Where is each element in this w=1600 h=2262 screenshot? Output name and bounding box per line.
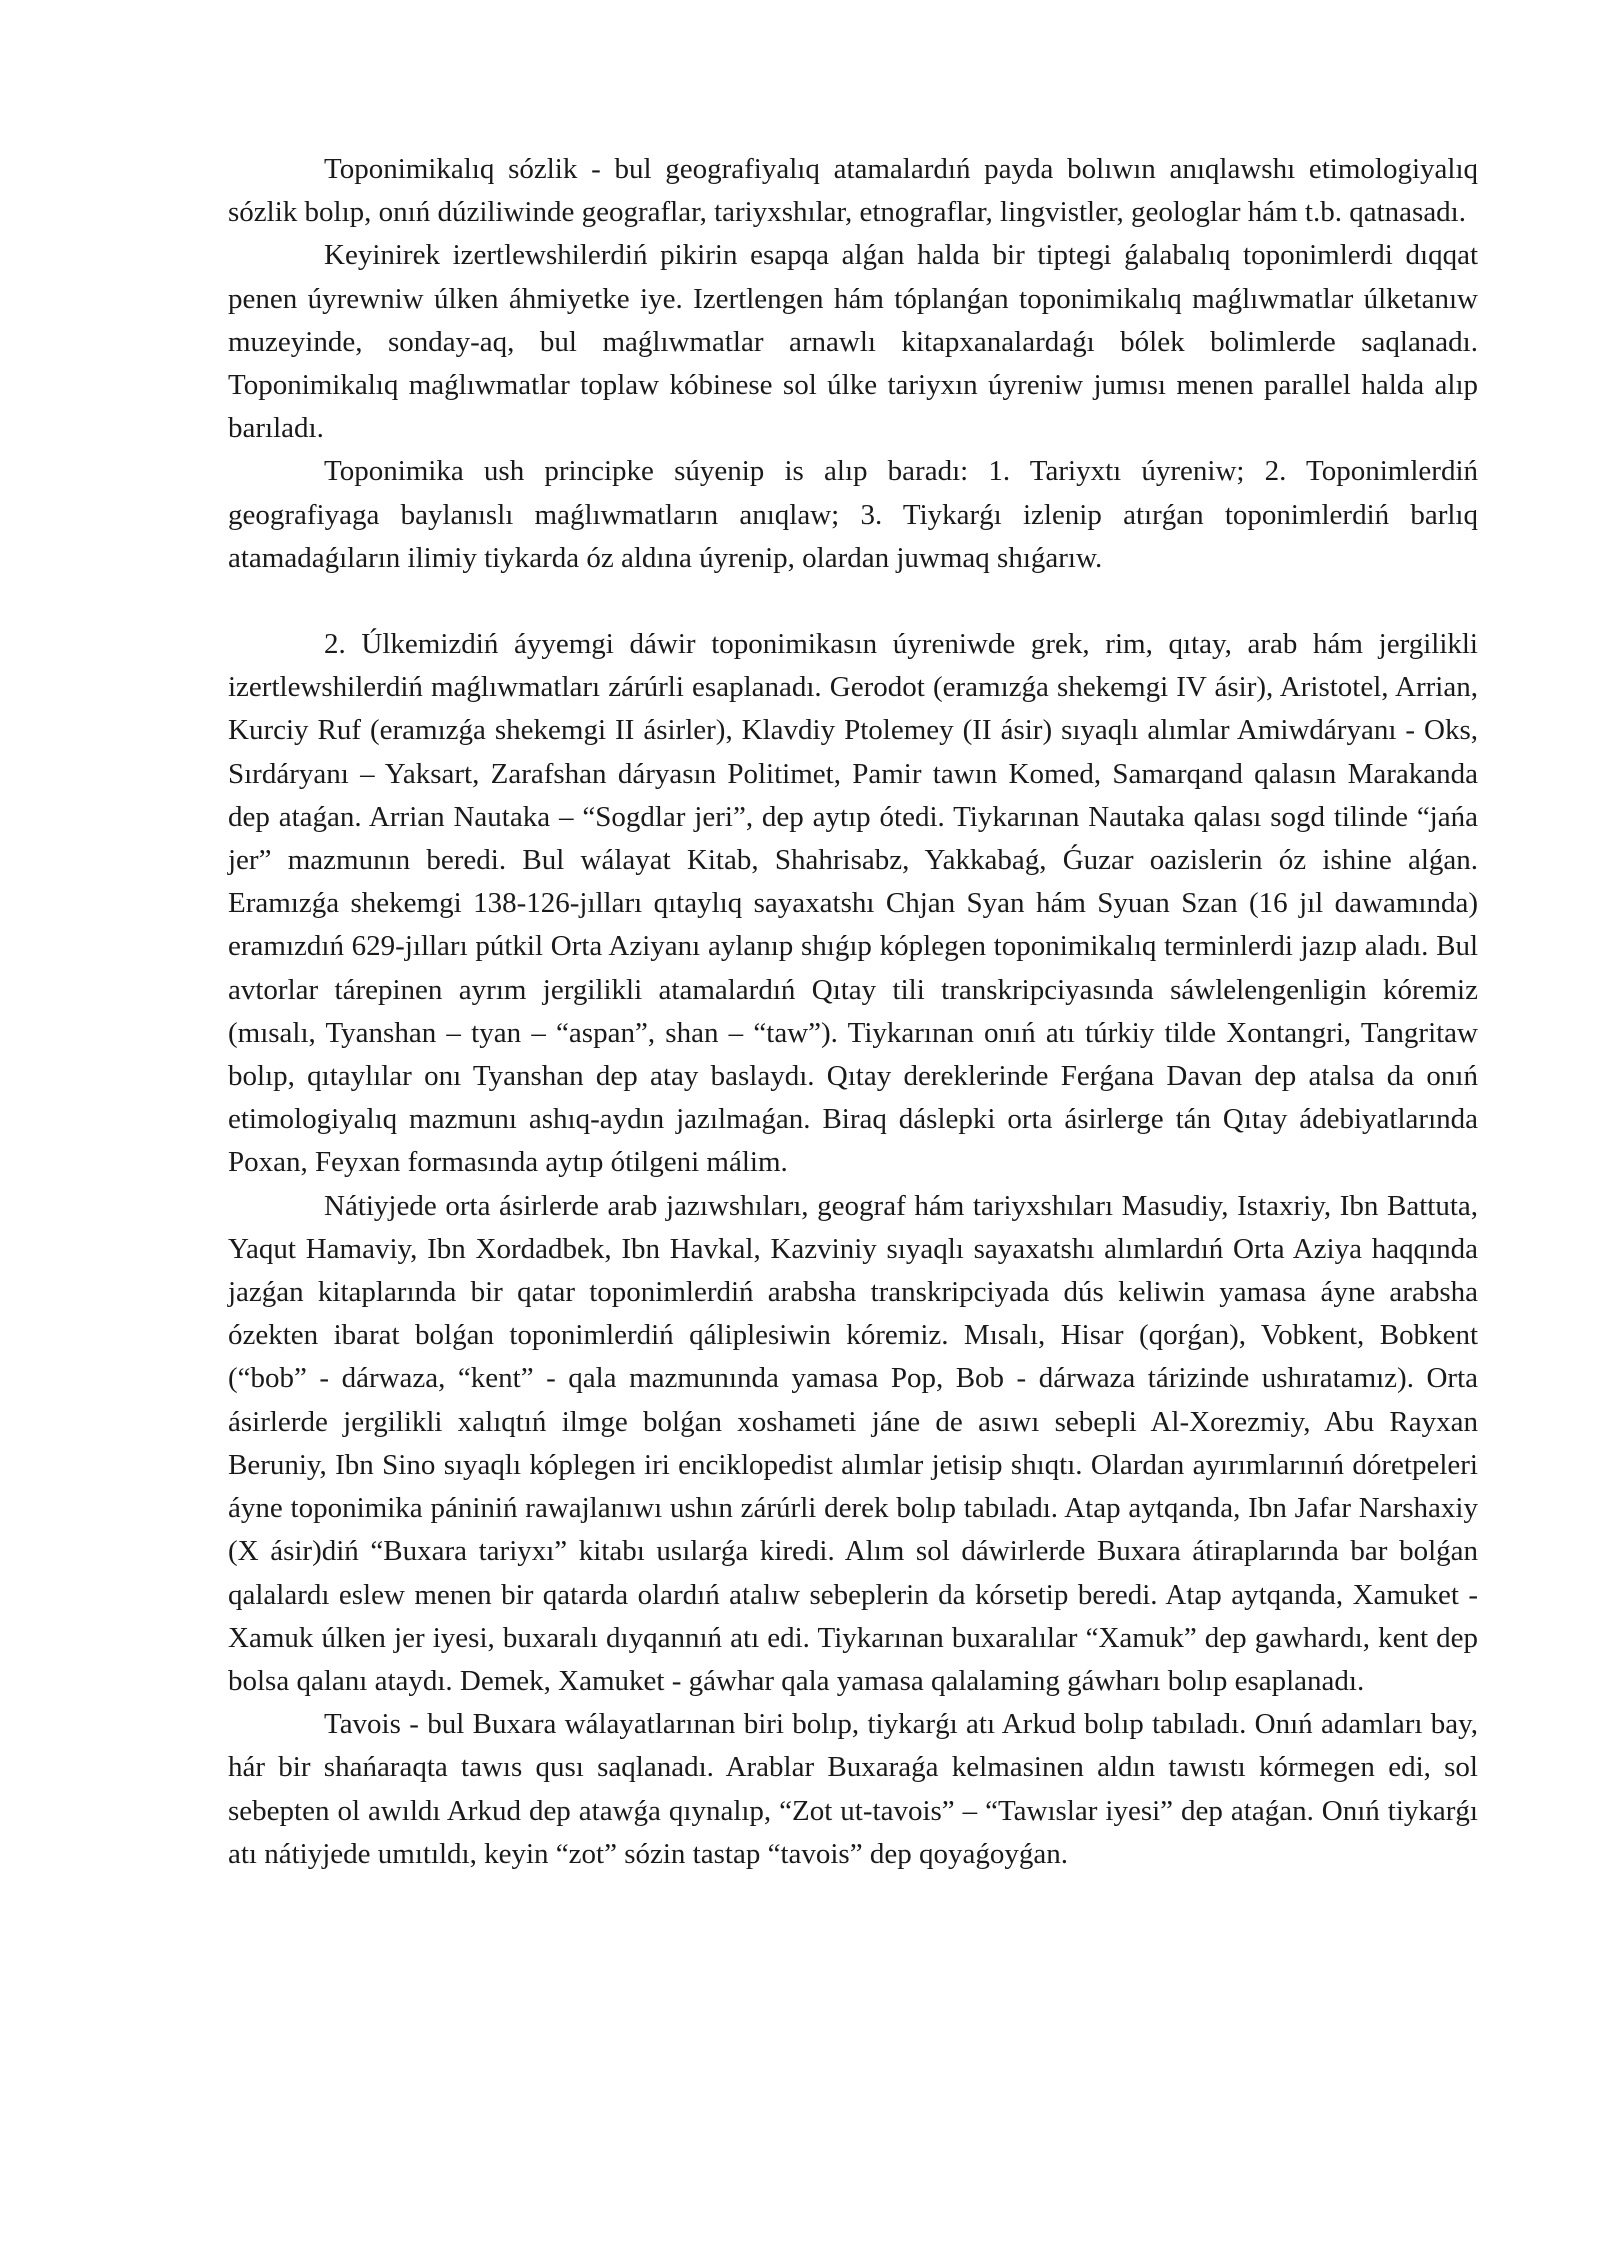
paragraph-researchers-opinion: Keyinirek izertlewshilerdiń pikirin esapqa alǵan halda bir tiptegi ǵalabalıq toponimlerdi dıqqat penen úyrewniw úlken áhmiyetke iye. Izertlengen hám tóplanǵan toponimikalıq maǵlıwmatlar úlketanıw muzeyinde, sonday-aq, bul maǵlıwmatlar arnawlı kitapxanalardaǵı bólek bolimlerde saqlanadı. Toponimikalıq maǵlıwmatlar toplaw kóbinese sol úlke tariyxın úyreniw jumısı menen parallel halda alıp barıladı.	[228, 239, 1478, 445]
paragraph-toponymic-dictionary: Toponimikalıq sózlik - bul geografiyalıq atamalardıń payda bolıwın anıqlawshı etimologiyalıq sózlik bolıp, onıń dúziliwinde geograflar, tariyxshılar, etnograflar, lingvistler, geologlar hám t.b. qatnasadı.	[228, 153, 1478, 229]
paragraph-tavois: Tavois - bul Buxara wálayatlarınan biri bolıp, tiykarǵı atı Arkud bolıp tabıladı. Onıń adamları bay, hár bir shańaraqta tawıs qusı saqlanadı. Arablar Buxaraǵa kelmasinen aldın tawıstı kórmegen edi, sol sebepten ol awıldı Arkud dep atawǵa qıynalıp, “Zot ut-tavois” – “Tawıslar iyesi” dep ataǵan. Onıń tiykarǵı atı nátiyjede umıtıldı, keyin “zot” sózin tastap “tavois” dep qoyaǵoyǵan.	[228, 1708, 1478, 1870]
paragraph-medieval-arab-writers: Nátiyjede orta ásirlerde arab jazıwshıları, geograf hám tariyxshıları Masudiy, Istaxriy, Ibn Battuta, Yaqut Hamaviy, Ibn Xordadbek, Ibn Havkal, Kazviniy sıyaqlı sayaxatshı alımlardıń Orta Aziya haqqında jazǵan kitaplarında bir qatar toponimlerdiń arabsha transkripciyada dús keliwin yamasa áyne arabsha ózekten ibarat bolǵan toponimlerdiń qáliplesiwin kóremiz. Mısalı, Hisar (qorǵan), Vobkent, Bobkent (“bob” - dárwaza, “kent” - qala mazmunında yamasa Pop, Bob - dárwaza tárizinde ushıratamız). Orta ásirlerde jergilikli xalıqtıń ilmge bolǵan xoshameti jáne de asıwı sebepli Al-Xorezmiy, Abu Rayxan Beruniy, Ibn Sino sıyaqlı kóplegen iri enciklopedist alımlar jetisip shıqtı. Olardan ayırımlarınıń dóretpeleri áyne toponimika pániniń rawajlanıwı ushın zárúrli derek bolıp tabıladı. Atap aytqanda, Ibn Jafar Narshaxiy (X ásir)diń “Buxara tariyxı” kitabı usılarǵa kiredi. Alım sol dáwirlerde Buxara átiraplarında bar bolǵan qalalardı eslew menen bir qatarda olardıń atalıw sebeplerin da kórsetip beredi. Atap aytqanda, Xamuket - Xamuk úlken jer iyesi, buxaralı dıyqannıń atı edi. Tiykarınan buxaralılar “Xamuk” dep gawhardı, kent dep bolsa qalanı ataydı. Demek, Xamuket - gáwhar qala yamasa qalalaming gáwharı bolıp esaplanadı.	[228, 1189, 1478, 1697]
document-page	[228, 148, 1478, 1876]
paragraph-ancient-toponymy: 2. Úlkemizdiń áyyemgi dáwir toponimikasın úyreniwde grek, rim, qıtay, arab hám jergilikli izertlewshilerdiń maǵlıwmatları zárúrli esaplanadı. Gerodot (eramızǵa shekemgi IV ásir), Aristotel, Arrian, Kurciy Ruf (eramızǵa shekemgi II ásirler), Klavdiy Ptolemey (II ásir) sıyaqlı alımlar Amiwdáryanı - Oks, Sırdáryanı – Yaksart, Zarafshan dáryasın Politimet, Pamir tawın Komed, Samarqand qalasın Marakanda dep ataǵan. Arrian Nautaka – “Sogdlar jeri”, dep aytıp ótedi. Tiykarınan Nautaka qalası sogd tilinde “jańa jer” mazmunın beredi. Bul wálayat Kitab, Shahrisabz, Yakkabaǵ, Ǵuzar oazislerin óz ishine alǵan. Eramızǵa shekemgi 138-126-jılları qıtaylıq sayaxatshı Chjan Syan hám Syuan Szan (16 jıl dawamında) eramızdıń 629-jılları pútkil Orta Aziyanı aylanıp shıǵıp kóplegen toponimikalıq terminlerdi jazıp aladı. Bul avtorlar tárepinen ayrım jergilikli atamalardıń Qıtay tili transkripciyasında sáwlelengenligin kóremiz (mısalı, Tyanshan – tyan – “aspan”, shan – “taw”). Tiykarınan onıń atı túrkiy tilde Xontangri, Tangritaw bolıp, qıtaylılar onı Tyanshan dep atay baslaydı. Qıtay dereklerinde Ferǵana Davan dep atalsa da onıń etimologiyalıq mazmunı ashıq-aydın jazılmaǵan. Biraq dáslepki orta ásirlerge tán Qıtay ádebiyatlarında Poxan, Feyxan formasında aytıp ótilgeni málim.	[228, 628, 1478, 1179]
paragraph-three-principles: Toponimika ush principke súyenip is alıp baradı: 1. Tariyxtı úyreniw; 2. Toponimlerdiń geografiyaga baylanıslı maǵlıwmatların anıqlaw; 3. Tiykarǵı izlenip atırǵan toponimlerdiń barlıq atamadaǵıların ilimiy tiykarda óz aldına úyrenip, olardan juwmaq shıǵarıw.	[228, 455, 1478, 574]
paragraph-spacer	[228, 580, 1478, 623]
